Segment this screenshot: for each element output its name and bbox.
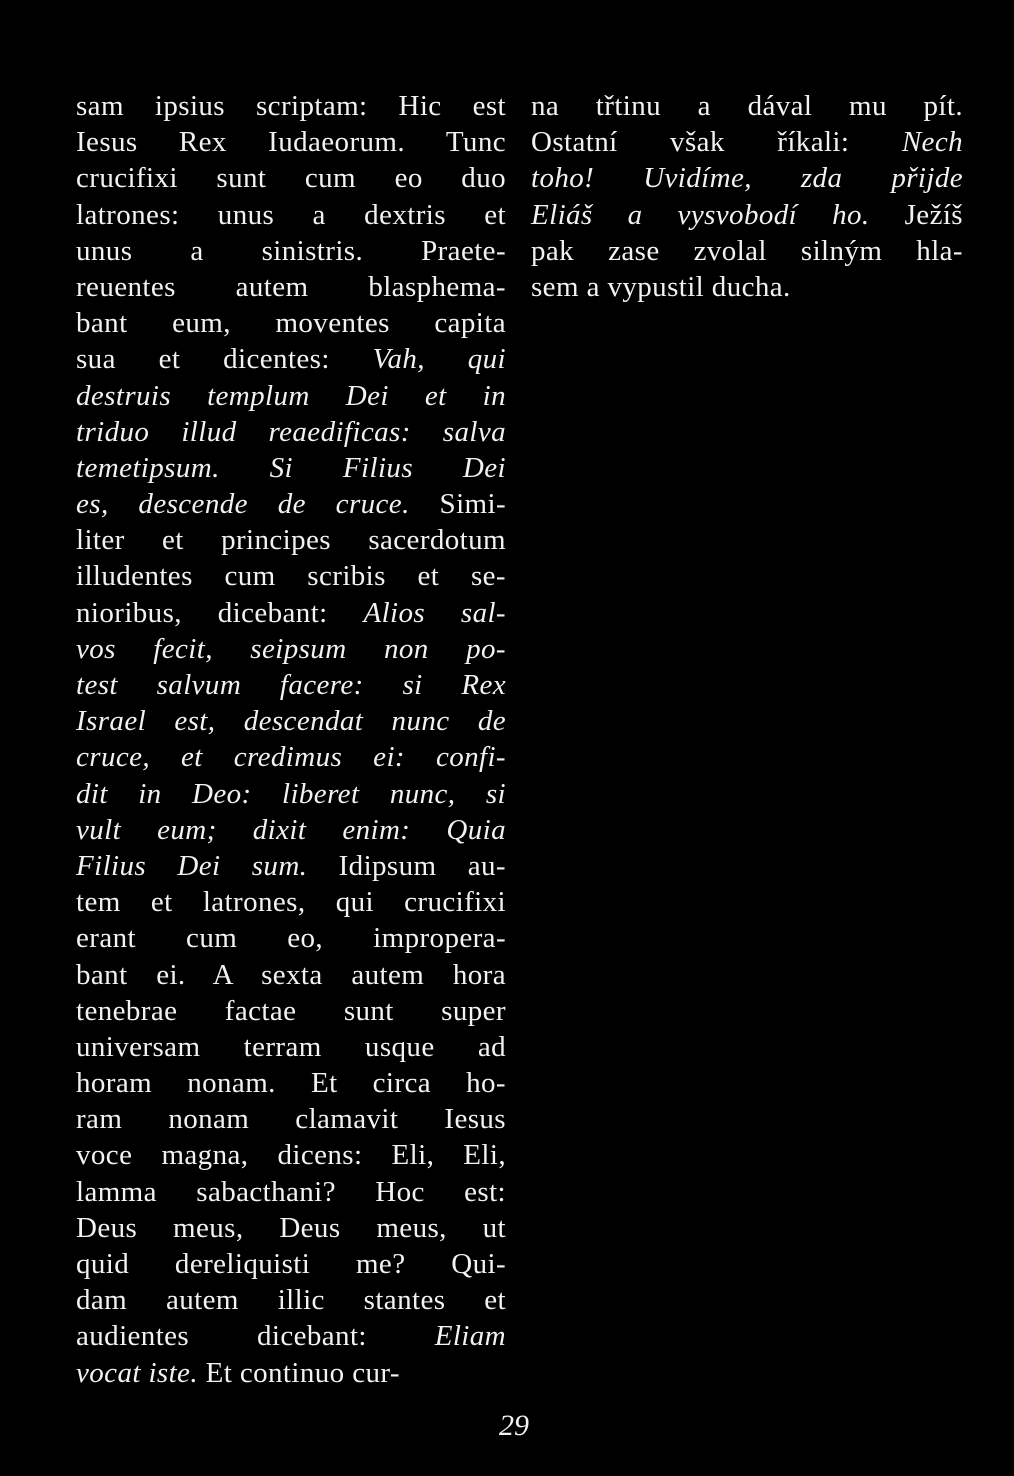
italic-text-segment: es, descende de cruce. (76, 488, 410, 521)
text-segment: lamma sabacthani? Hoc est: (76, 1175, 506, 1208)
text-segment: Et continuo cur- (197, 1356, 400, 1389)
text-segment: Ježíš (869, 198, 963, 231)
text-line (76, 486, 506, 522)
text-line (76, 595, 506, 631)
text-line (76, 1210, 506, 1246)
italic-text-segment: vult eum; dixit enim: Quia (76, 813, 506, 846)
text-line (76, 1318, 506, 1354)
italic-text-segment: vocat iste. (76, 1356, 198, 1389)
text-line (531, 88, 963, 124)
text-line (76, 124, 506, 160)
italic-text-segment: destruis templum Dei et in (76, 379, 506, 412)
latin-text-column (76, 88, 506, 1391)
text-segment: erant cum eo, impropera- (76, 922, 506, 955)
text-line (76, 812, 506, 848)
page-number: 29 (499, 1409, 529, 1442)
text-segment: dam autem illic stantes et (76, 1284, 506, 1317)
text-line (531, 197, 963, 233)
italic-text-segment: temetipsum. Si Filius Dei (76, 451, 506, 484)
text-line (76, 414, 506, 450)
italic-text-segment: Alios sal- (363, 596, 506, 629)
text-line (76, 1282, 506, 1318)
text-segment: crucifixi sunt cum eo duo (76, 162, 506, 195)
text-line (76, 1137, 506, 1173)
text-line (531, 233, 963, 269)
text-line (76, 1355, 506, 1391)
text-line (76, 703, 506, 739)
italic-text-segment: triduo illud reaedificas: salva (76, 415, 506, 448)
text-segment: bant ei. A sexta autem hora (76, 958, 506, 991)
text-segment: sem a vypustil ducha. (531, 270, 791, 303)
text-line (531, 269, 963, 305)
text-segment: illudentes cum scribis et se- (76, 560, 506, 593)
text-line (76, 305, 506, 341)
text-line (76, 848, 506, 884)
text-line (76, 1065, 506, 1101)
text-segment: liter et principes sacerdotum (76, 524, 506, 557)
text-line (76, 160, 506, 196)
text-segment: Ostatní však říkali: (531, 126, 902, 159)
text-segment: nioribus, dicebant: (76, 596, 364, 629)
text-line (76, 558, 506, 594)
text-segment: Deus meus, Deus meus, ut (76, 1211, 506, 1244)
italic-text-segment: dit in Deo: liberet nunc, si (76, 777, 506, 810)
text-segment: audientes dicebant: (76, 1320, 435, 1353)
text-line (531, 160, 963, 196)
italic-text-segment: Eliam (434, 1320, 506, 1353)
text-line (76, 269, 506, 305)
text-segment: latrones: unus a dextris et (76, 198, 506, 231)
text-line (76, 450, 506, 486)
italic-text-segment: Eliáš a vysvobodí ho. (531, 198, 870, 231)
text-line (76, 1246, 506, 1282)
text-segment: Iesus Rex Iudaeorum. Tunc (76, 126, 506, 159)
italic-text-segment: toho! Uvidíme, zda přijde (531, 162, 963, 195)
text-line (76, 920, 506, 956)
text-segment: tem et latrones, qui crucifixi (76, 886, 506, 919)
text-segment: Simi- (409, 488, 506, 521)
italic-text-segment: vos fecit, seipsum non po- (76, 632, 506, 665)
text-line (76, 1174, 506, 1210)
text-line (76, 233, 506, 269)
text-segment: unus a sinistris. Praete- (76, 234, 506, 267)
text-line (76, 378, 506, 414)
text-line (76, 631, 506, 667)
text-segment: quid dereliquisti me? Qui- (76, 1248, 506, 1280)
text-line (76, 884, 506, 920)
text-segment: tenebrae factae sunt super (76, 994, 506, 1027)
text-segment: Idipsum au- (307, 849, 506, 882)
text-segment: sua et dicentes: (76, 343, 373, 376)
italic-text-segment: test salvum facere: si Rex (76, 669, 506, 701)
italic-text-segment: cruce, et credimus ei: confi- (76, 741, 506, 774)
text-segment: reuentes autem blasphema- (76, 270, 506, 303)
text-line (76, 957, 506, 993)
text-line (76, 197, 506, 233)
text-segment: universam terram usque ad (76, 1030, 506, 1063)
text-line (76, 522, 506, 558)
italic-text-segment: Nech (901, 126, 963, 159)
text-line (76, 1101, 506, 1137)
text-line (76, 993, 506, 1029)
text-line (76, 667, 506, 703)
text-segment: ram nonam clamavit Iesus (76, 1103, 506, 1136)
italic-text-segment: Filius Dei sum. (76, 849, 308, 882)
text-segment: horam nonam. Et circa ho- (76, 1067, 506, 1100)
text-line (76, 739, 506, 775)
text-segment: voce magna, dicens: Eli, Eli, (76, 1139, 506, 1172)
italic-text-segment: Vah, qui (372, 343, 506, 376)
text-segment: bant eum, moventes capita (76, 307, 506, 340)
text-segment: pak zase zvolal silným hla- (531, 234, 963, 267)
czech-text-column (531, 88, 963, 305)
text-line (76, 1029, 506, 1065)
text-segment: na třtinu a dával mu pít. (531, 90, 963, 122)
text-line (76, 341, 506, 377)
text-segment: sam ipsius scriptam: Hic est (76, 90, 506, 122)
italic-text-segment: Israel est, descendat nunc de (76, 705, 506, 738)
text-line (531, 124, 963, 160)
text-line (76, 776, 506, 812)
text-line (76, 88, 506, 124)
